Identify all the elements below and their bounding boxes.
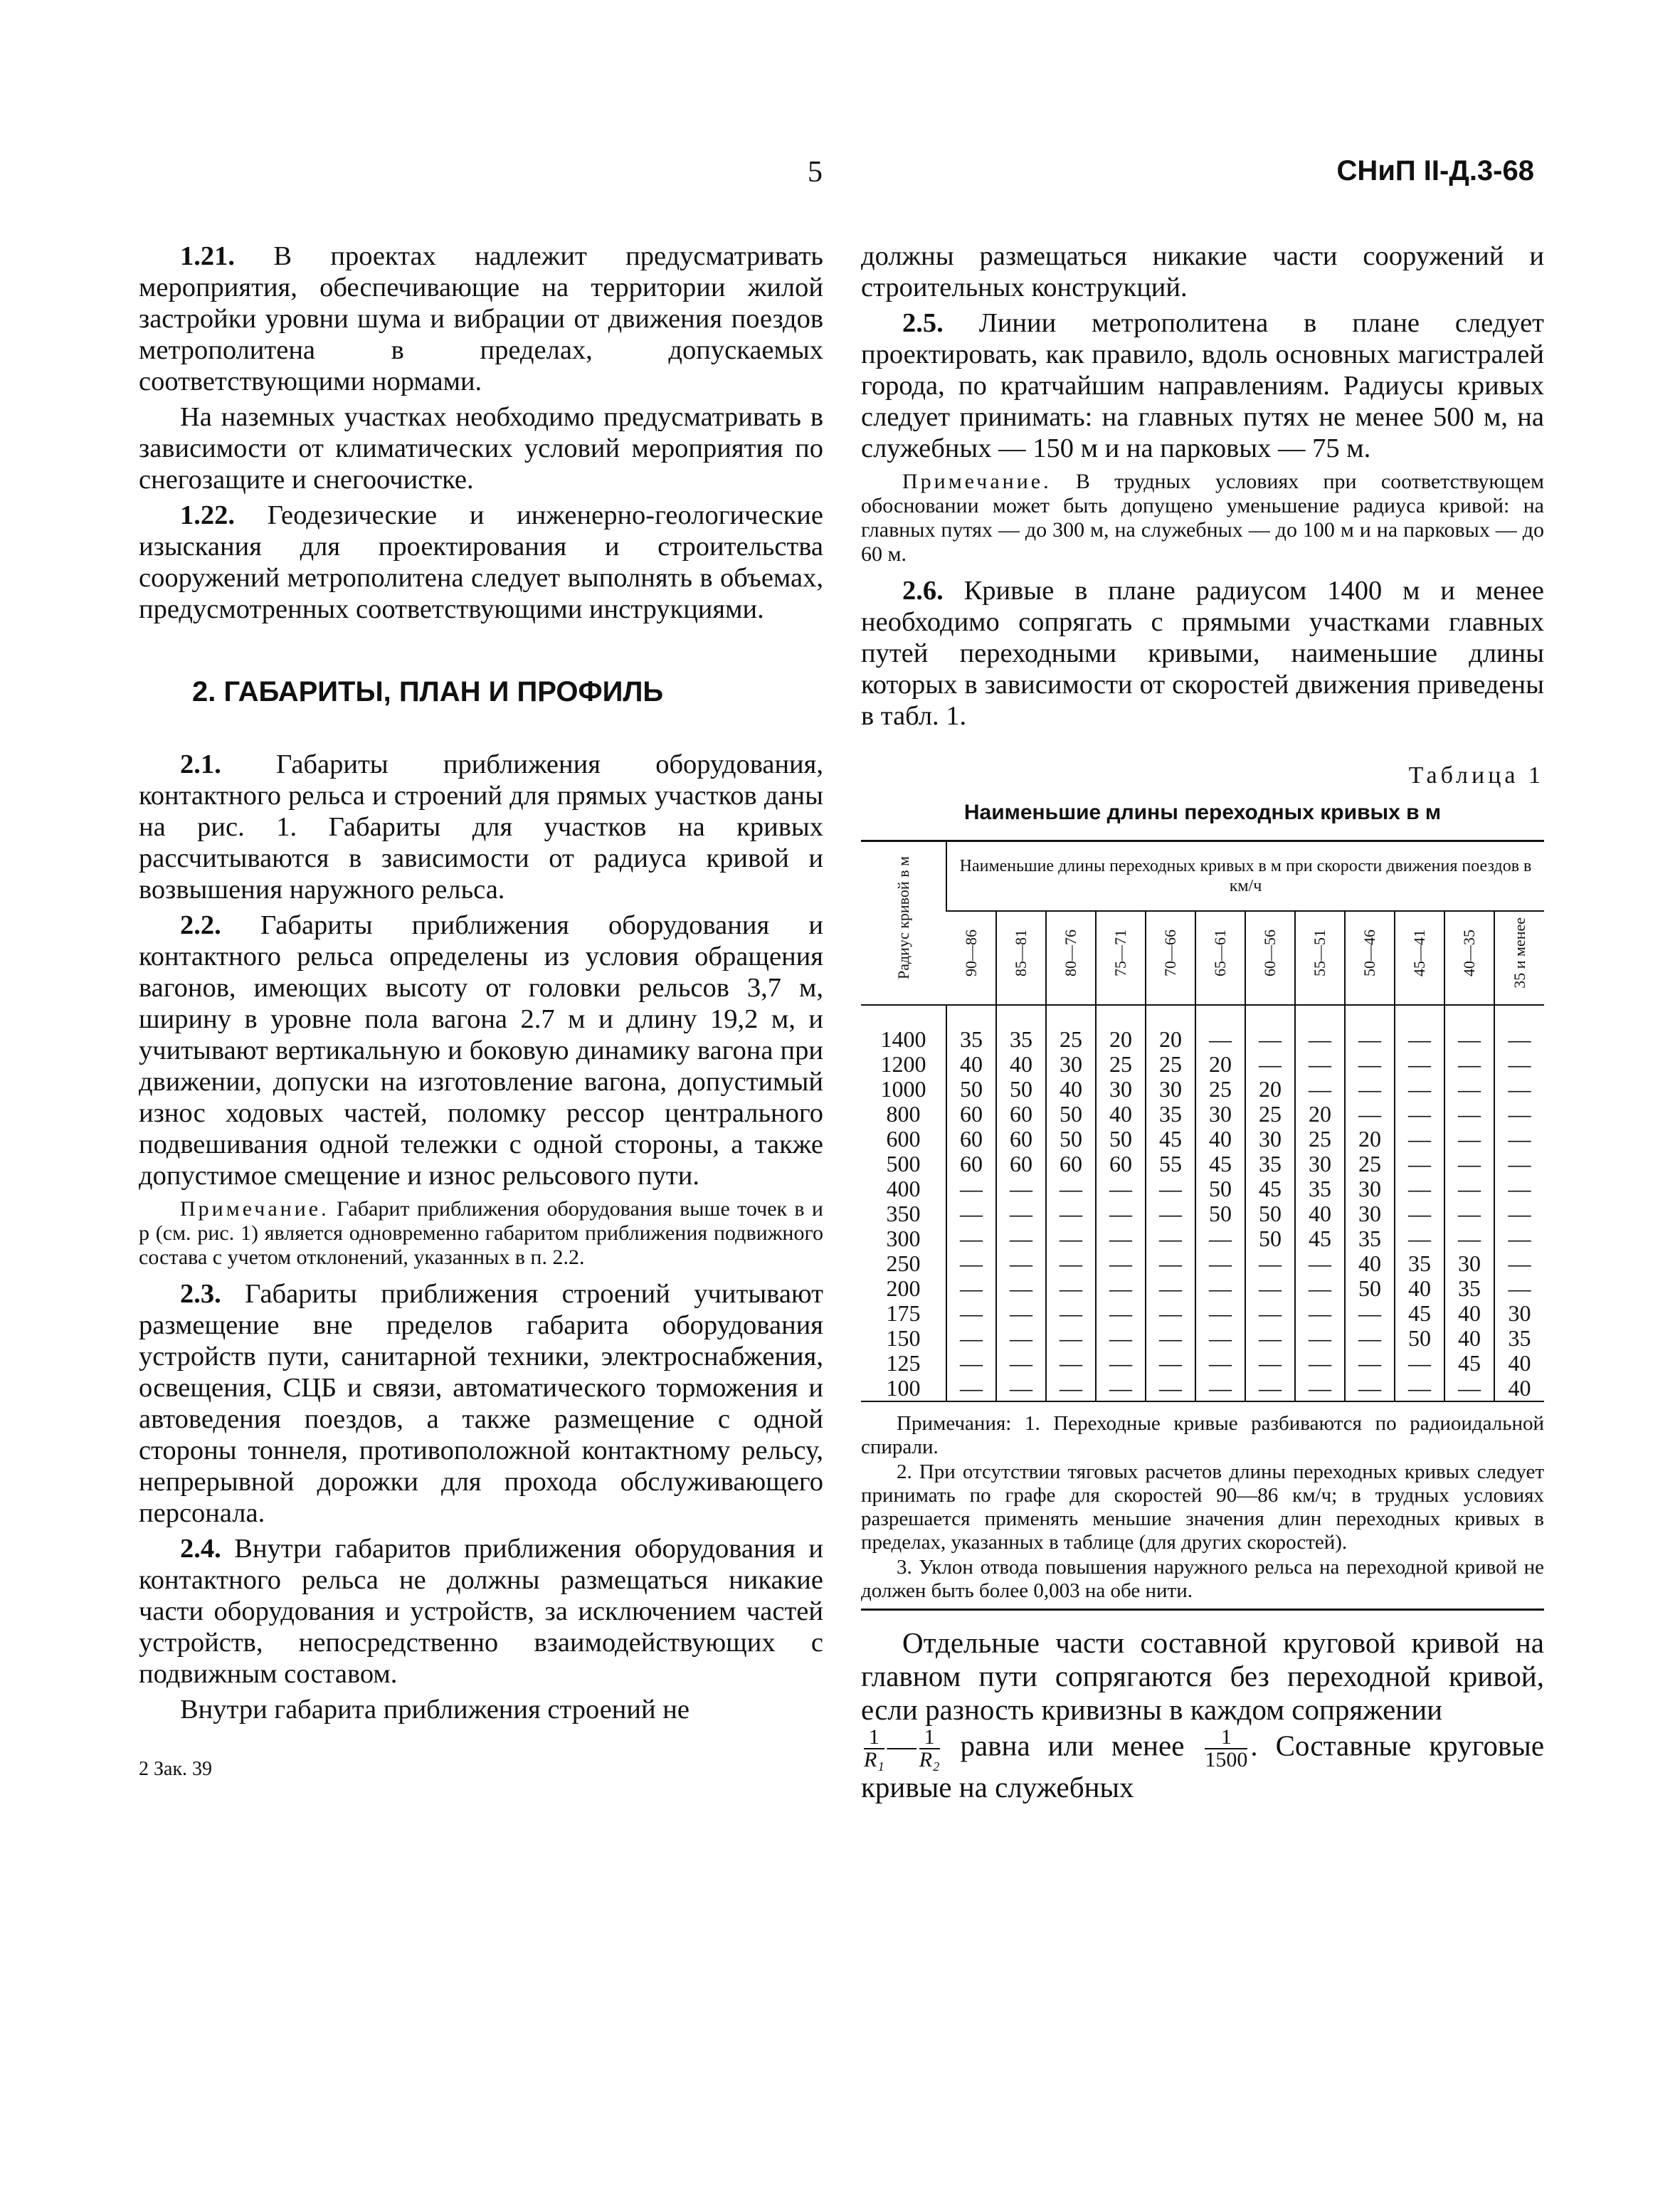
length-cell: — <box>1245 1276 1295 1301</box>
table-row <box>861 1077 1544 1102</box>
table-title: Наименьшие длины переходных кривых в м <box>963 801 1442 824</box>
length-cell: — <box>1345 1077 1395 1102</box>
length-cell: — <box>1195 1005 1245 1052</box>
length-cell: 50 <box>946 1077 996 1102</box>
speed-column-header: 35 и менее <box>1494 911 1544 1005</box>
table-note: 3. Уклон отвода повышения наружного рельса на переходной кривой не должен быть более 0,003 на обе нити. <box>861 1556 1544 1602</box>
speed-column-header: 65—61 <box>1195 911 1245 1005</box>
length-cell: — <box>1395 1102 1444 1127</box>
length-cell: — <box>1444 1077 1494 1102</box>
length-cell: — <box>1096 1376 1146 1401</box>
length-cell: 40 <box>1494 1351 1544 1376</box>
length-cell: — <box>1096 1176 1146 1201</box>
length-cell: — <box>1245 1326 1295 1351</box>
radius-cell: 400 <box>886 1176 921 1201</box>
length-cell: — <box>1245 1251 1295 1276</box>
length-cell: — <box>1245 1301 1295 1326</box>
length-cell: — <box>1096 1226 1146 1251</box>
length-cell: 35 <box>1345 1226 1395 1251</box>
final-paragraph: Отдельные части составной круговой кривой на главном пути сопрягаются без переходной кривой, если разность кривизны в каждом сопряжении $\frac{1}{\text{R₁}}$ — $\frac{1}{\text{R₂}}$ равна или менее $\frac{1}{1500}$ . Составные круговые кривые на служебных <box>861 1626 1545 1804</box>
length-cell: 40 <box>1345 1251 1395 1276</box>
length-cell: 60 <box>946 1152 996 1176</box>
table-row <box>861 1152 1544 1176</box>
page-number: 5 <box>808 156 823 189</box>
length-cell: 45 <box>1295 1226 1345 1251</box>
length-cell: 20 <box>1096 1005 1146 1052</box>
length-cell: 20 <box>1345 1127 1395 1152</box>
radius-cell: 150 <box>886 1325 921 1351</box>
paragraph-2-6: 2.6. Кривые в плане радиусом 1400 м и менее необходимо сопрягать с прямыми участками главных путей переходными кривыми, наименьшие длины которых в зависимости от скоростей движения приведены в табл. 1. <box>861 576 1544 731</box>
length-cell: — <box>1096 1201 1146 1226</box>
length-cell: 25 <box>1195 1077 1245 1102</box>
length-cell: — <box>996 1301 1046 1326</box>
radius-cell: 1000 <box>880 1076 926 1102</box>
length-cell: 50 <box>996 1077 1046 1102</box>
length-cell: 35 <box>1146 1102 1195 1127</box>
length-cell: — <box>1146 1351 1195 1376</box>
table-row <box>861 1251 1544 1276</box>
length-cell: 45 <box>1146 1127 1195 1152</box>
length-cell: 25 <box>1146 1052 1195 1077</box>
speed-header-row <box>861 911 1544 1005</box>
length-cell: — <box>1195 1376 1245 1401</box>
length-cell: — <box>946 1251 996 1276</box>
radius-cell: 600 <box>886 1126 921 1152</box>
footer-order-number: 2 Зак. 39 <box>139 1758 213 1780</box>
length-cell: 40 <box>996 1052 1046 1077</box>
section-title: 2. ГАБАРИТЫ, ПЛАН И ПРОФИЛЬ <box>192 676 664 707</box>
length-cell: 45 <box>1395 1301 1444 1326</box>
length-cell: — <box>1046 1176 1096 1201</box>
length-cell: — <box>946 1326 996 1351</box>
length-cell: — <box>1046 1201 1096 1226</box>
length-cell: 50 <box>1345 1276 1395 1301</box>
length-cell: — <box>1395 1176 1444 1201</box>
length-cell: — <box>996 1176 1046 1201</box>
length-cell: — <box>1395 1351 1444 1376</box>
length-cell: — <box>1096 1351 1146 1376</box>
length-cell: — <box>1345 1052 1395 1077</box>
length-cell: — <box>1146 1251 1195 1276</box>
length-cell: — <box>1195 1276 1245 1301</box>
length-cell: — <box>1046 1326 1096 1351</box>
paragraph-2-4: 2.4. Внутри габаритов приближения оборудования и контактного рельса не должны размещаться никакие части оборудования и устройств, за исключением частей устройств, непосредственно взаимодействующих с подвижным составом. <box>139 1534 824 1689</box>
length-cell: 45 <box>1195 1152 1245 1176</box>
paragraph-1-21: 1.21. В проектах надлежит предусматривать мероприятия, обеспечивающие на территории жилой застройки уровни шума и вибрации от движения поездов метрополитена в пределах, допускаемых соответствующими нормами. <box>139 241 823 396</box>
length-cell: 35 <box>1444 1276 1494 1301</box>
table-row <box>861 1351 1544 1376</box>
table-note: Примечания: 1. Переходные кривые разбиваются по радиоидальной спирали. <box>861 1412 1544 1458</box>
column-group-header: Наименьшие длины переходных кривых в м при скорости движения поездов в км/ч <box>946 842 1544 911</box>
length-cell: 50 <box>1245 1226 1295 1251</box>
length-cell: — <box>1295 1376 1345 1401</box>
length-cell: — <box>1146 1276 1195 1301</box>
table-row <box>861 1376 1544 1401</box>
speed-column-header: 40—35 <box>1444 911 1494 1005</box>
length-cell: — <box>1295 1326 1345 1351</box>
length-cell: — <box>1046 1226 1096 1251</box>
length-cell: — <box>1395 1226 1444 1251</box>
speed-column-header: 60—56 <box>1245 911 1295 1005</box>
length-cell: — <box>1345 1376 1395 1401</box>
radius-cell: 500 <box>886 1151 921 1176</box>
length-cell: 40 <box>1195 1127 1245 1152</box>
length-cell: — <box>1345 1005 1395 1052</box>
length-cell: — <box>1096 1276 1146 1301</box>
length-cell: 40 <box>1295 1201 1345 1226</box>
length-cell: — <box>1395 1052 1444 1077</box>
length-cell: — <box>1494 1251 1544 1276</box>
length-cell: — <box>1345 1102 1395 1127</box>
document-code: СНиП II-Д.3-68 <box>1336 155 1534 186</box>
length-cell: 35 <box>946 1005 996 1052</box>
length-cell: — <box>1245 1005 1295 1052</box>
paragraph-2-5: 2.5. Линии метрополитена в плане следует проектировать, как правило, вдоль основных магистралей города, по кратчайшим направлениям. Радиусы кривых следует принимать: на главных путях не менее 500 м, на служебных — 150 м и на парковых — 75 м. <box>861 308 1544 463</box>
table-row <box>861 1005 1544 1052</box>
length-cell: — <box>1494 1176 1544 1201</box>
length-cell: 30 <box>1444 1251 1494 1276</box>
table-row <box>861 1102 1544 1127</box>
length-cell: — <box>1345 1351 1395 1376</box>
length-cell: — <box>1444 1052 1494 1077</box>
paragraph-2-4-cont: Внутри габарита приближения строений не <box>180 1695 690 1725</box>
length-cell: 50 <box>1395 1326 1444 1351</box>
length-cell: 25 <box>1096 1052 1146 1077</box>
length-cell: — <box>1395 1005 1444 1052</box>
length-cell: 40 <box>1444 1326 1494 1351</box>
fraction-1-over-1500: $\frac{1}{1500}$ <box>1205 1725 1248 1771</box>
length-cell: 35 <box>1295 1176 1345 1201</box>
length-cell: — <box>1146 1201 1195 1226</box>
radius-cell: 125 <box>886 1350 921 1376</box>
radius-cell: 350 <box>886 1201 921 1226</box>
length-cell: — <box>1494 1052 1544 1077</box>
table-row <box>861 1276 1544 1301</box>
length-cell: — <box>1494 1005 1544 1052</box>
length-cell: — <box>1444 1152 1494 1176</box>
length-cell: — <box>1295 1276 1345 1301</box>
length-cell: 60 <box>996 1127 1046 1152</box>
length-cell: — <box>996 1276 1046 1301</box>
length-cell: 35 <box>996 1005 1046 1052</box>
length-cell: — <box>1494 1102 1544 1127</box>
length-cell: — <box>996 1326 1046 1351</box>
table-row <box>861 1176 1544 1201</box>
length-cell: — <box>1195 1301 1245 1326</box>
length-cell: — <box>1444 1176 1494 1201</box>
length-cell: — <box>1395 1077 1444 1102</box>
length-cell: — <box>946 1301 996 1326</box>
length-cell: — <box>1295 1251 1345 1276</box>
length-cell: — <box>1146 1326 1195 1351</box>
speed-column-header: 55—51 <box>1295 911 1345 1005</box>
length-cell: — <box>1494 1276 1544 1301</box>
length-cell: 40 <box>1395 1276 1444 1301</box>
length-cell: 40 <box>1046 1077 1096 1102</box>
length-cell: 30 <box>1096 1077 1146 1102</box>
length-cell: 50 <box>1245 1201 1295 1226</box>
length-cell: — <box>1195 1351 1245 1376</box>
length-cell: 40 <box>1096 1102 1146 1127</box>
length-cell: — <box>1444 1127 1494 1152</box>
table-row <box>861 1301 1544 1326</box>
length-cell: 35 <box>1245 1152 1295 1176</box>
length-cell: — <box>1195 1251 1245 1276</box>
length-cell: — <box>1096 1301 1146 1326</box>
length-cell: — <box>1146 1301 1195 1326</box>
length-cell: — <box>1195 1326 1245 1351</box>
length-cell: 60 <box>996 1152 1046 1176</box>
length-cell: — <box>946 1376 996 1401</box>
length-cell: 60 <box>1096 1152 1146 1176</box>
table-note: 2. При отсутствии тяговых расчетов длины переходных кривых следует принимать по графе для скоростей 90—86 км/ч; в трудных условиях разрешается применять меньшие значения длин переходных кривых в пределах, указанных в таблице (для других скоростей). <box>861 1460 1544 1554</box>
length-cell: — <box>1146 1176 1195 1201</box>
radius-cell: 300 <box>886 1226 921 1251</box>
length-cell: 20 <box>1146 1005 1195 1052</box>
length-cell: — <box>1146 1226 1195 1251</box>
length-cell: 30 <box>1245 1127 1295 1152</box>
length-cell: — <box>946 1351 996 1376</box>
length-cell: — <box>1444 1201 1494 1226</box>
length-cell: 50 <box>1046 1127 1096 1152</box>
radius-cell: 200 <box>886 1275 921 1301</box>
length-cell: — <box>1096 1326 1146 1351</box>
fraction-1-over-r1: $\frac{1}{\text{R₁}}$ <box>864 1725 884 1771</box>
length-cell: 20 <box>1245 1077 1295 1102</box>
length-cell: — <box>1046 1276 1096 1301</box>
length-cell: 30 <box>1345 1201 1395 1226</box>
speed-column-header: 80—76 <box>1046 911 1096 1005</box>
length-cell: — <box>1295 1077 1345 1102</box>
radius-cell: 250 <box>886 1251 921 1276</box>
length-cell: 25 <box>1245 1102 1295 1127</box>
right-column <box>861 241 1544 1804</box>
length-cell: — <box>1395 1127 1444 1152</box>
data-table <box>861 842 1544 1401</box>
speed-column-header: 90—86 <box>946 911 996 1005</box>
radius-cell: 800 <box>886 1101 921 1127</box>
length-cell: — <box>1046 1301 1096 1326</box>
paragraph-2-2: 2.2. Габариты приближения оборудования и контактного рельса определены из условия обращения вагонов, имеющих высоту от головки рельсов 3,7 м, ширину в уровне пола вагона 2.7 м и длину 19,2 м, и учитывают вертикальную и боковую динамику вагона при движении, допуски на изготовление вагона, допустимый износ ходовых частей, поломку рессор центрального подвешивания одной тележки с одной стороны, а также допустимое смещение и износ рельсового пути. <box>139 910 823 1191</box>
length-cell: — <box>1295 1301 1345 1326</box>
length-cell: 60 <box>946 1127 996 1152</box>
length-cell: 35 <box>1395 1251 1444 1276</box>
length-cell: 45 <box>1444 1351 1494 1376</box>
length-cell: — <box>1494 1226 1544 1251</box>
length-cell: 40 <box>1494 1376 1544 1401</box>
length-cell: — <box>1444 1376 1494 1401</box>
length-cell: 20 <box>1195 1052 1245 1077</box>
length-cell: — <box>946 1226 996 1251</box>
length-cell: — <box>1494 1127 1544 1152</box>
length-cell: — <box>1395 1201 1444 1226</box>
length-cell: — <box>1295 1052 1345 1077</box>
length-cell: 30 <box>1494 1301 1544 1326</box>
length-cell: — <box>1046 1376 1096 1401</box>
length-cell: — <box>1245 1351 1295 1376</box>
note-2-5: Примечание. В трудных условиях при соответствующем обосновании может быть допущено уменьшение радиуса кривой: на главных путях — до 300 м, на служебных — до 100 м и на парковых — до 60 м. <box>861 470 1545 566</box>
length-cell: 25 <box>1295 1127 1345 1152</box>
length-cell: 35 <box>1494 1326 1544 1351</box>
length-cell: 30 <box>1146 1077 1195 1102</box>
speed-column-header: 70—66 <box>1146 911 1195 1005</box>
paragraph-1-22: 1.22. Геодезические и инженерно-геологические изыскания для проектирования и строительства сооружений метрополитена следует выполнять в объемах, предусмотренных соответствующими инструкциями. <box>139 500 823 624</box>
length-cell: 50 <box>1096 1127 1146 1152</box>
length-cell: 50 <box>1195 1176 1245 1201</box>
length-cell: — <box>1046 1251 1096 1276</box>
transition-curves-table <box>861 840 1544 1611</box>
length-cell: — <box>946 1201 996 1226</box>
column-header-radius: Радиус кривой в м <box>861 842 946 1005</box>
length-cell: — <box>1295 1351 1345 1376</box>
length-cell: — <box>1494 1201 1544 1226</box>
length-cell: 25 <box>1345 1152 1395 1176</box>
length-cell: — <box>1245 1376 1295 1401</box>
length-cell: — <box>996 1201 1046 1226</box>
table-body <box>861 1005 1544 1401</box>
page-header <box>0 155 1680 198</box>
table-row <box>861 1052 1544 1077</box>
length-cell: — <box>996 1251 1046 1276</box>
length-cell: — <box>1096 1251 1146 1276</box>
radius-cell: 100 <box>886 1375 921 1401</box>
length-cell: 50 <box>1046 1102 1096 1127</box>
paragraph-2-1: 2.1. Габариты приближения оборудования, контактного рельса и строений для прямых участков даны на рис. 1. Габариты для участков на кривых рассчитываются в зависимости от радиуса кривой и возвышения наружного рельса. <box>139 749 823 905</box>
length-cell: — <box>1195 1226 1245 1251</box>
left-column <box>139 241 823 1789</box>
paragraph-2-4-end: должны размещаться никакие части сооружений и строительных конструкций. <box>861 241 1544 302</box>
length-cell: — <box>946 1176 996 1201</box>
length-cell: — <box>996 1376 1046 1401</box>
table-row <box>861 1226 1544 1251</box>
note-2-2: Примечание. Габарит приближения оборудования выше точек в и р (см. рис. 1) является одновременно габаритом приближения подвижного состава с учетом отклонений, указанных в п. 2.2. <box>139 1197 823 1269</box>
fraction-1-over-r2: $\frac{1}{\text{R₂}}$ <box>919 1725 940 1771</box>
table-row <box>861 1326 1544 1351</box>
length-cell: — <box>1395 1152 1444 1176</box>
length-cell: 30 <box>1195 1102 1245 1127</box>
length-cell: 55 <box>1146 1152 1195 1176</box>
speed-column-header: 45—41 <box>1395 911 1444 1005</box>
length-cell: 20 <box>1295 1102 1345 1127</box>
radius-cell: 1200 <box>880 1051 926 1077</box>
speed-column-header: 85—81 <box>996 911 1046 1005</box>
speed-column-header: 50—46 <box>1345 911 1395 1005</box>
table-notes <box>861 1401 1544 1609</box>
length-cell: — <box>1146 1376 1195 1401</box>
length-cell: 50 <box>1195 1201 1245 1226</box>
paragraph-1-21-cont: На наземных участках необходимо предусматривать в зависимости от климатических условий мероприятия по снегозащите и снегоочистке. <box>139 402 823 495</box>
radius-cell: 175 <box>886 1300 921 1326</box>
length-cell: — <box>996 1226 1046 1251</box>
length-cell: 40 <box>1444 1301 1494 1326</box>
length-cell: — <box>1444 1102 1494 1127</box>
length-cell: — <box>1245 1052 1295 1077</box>
length-cell: — <box>1494 1077 1544 1102</box>
length-cell: 45 <box>1245 1176 1295 1201</box>
table-row <box>861 1127 1544 1152</box>
radius-cell: 1400 <box>880 1026 926 1052</box>
table-caption: Таблица 1 <box>1408 762 1544 789</box>
length-cell: — <box>946 1276 996 1301</box>
table-row <box>861 1201 1544 1226</box>
length-cell: — <box>996 1351 1046 1376</box>
length-cell: 40 <box>946 1052 996 1077</box>
length-cell: 60 <box>996 1102 1046 1127</box>
length-cell: 30 <box>1046 1052 1096 1077</box>
length-cell: — <box>1395 1376 1444 1401</box>
speed-column-header: 75—71 <box>1096 911 1146 1005</box>
length-cell: — <box>1444 1005 1494 1052</box>
length-cell: 30 <box>1345 1176 1395 1201</box>
length-cell: — <box>1345 1326 1395 1351</box>
length-cell: — <box>1295 1005 1345 1052</box>
paragraph-2-3: 2.3. Габариты приближения строений учитывают размещение вне пределов габарита оборудования устройств пути, санитарной техники, электроснабжения, освещения, СЦБ и связи, автоматического торможения и автоведения поездов, а также размещение с одной стороны тоннеля, противоположной контактному рельсу, непрерывной дорожки для прохода обслуживающего персонала. <box>139 1279 824 1528</box>
length-cell: 30 <box>1295 1152 1345 1176</box>
length-cell: — <box>1345 1301 1395 1326</box>
length-cell: — <box>1046 1351 1096 1376</box>
length-cell: 60 <box>1046 1152 1096 1176</box>
length-cell: 60 <box>946 1102 996 1127</box>
length-cell: — <box>1444 1226 1494 1251</box>
length-cell: — <box>1494 1152 1544 1176</box>
length-cell: 25 <box>1046 1005 1096 1052</box>
